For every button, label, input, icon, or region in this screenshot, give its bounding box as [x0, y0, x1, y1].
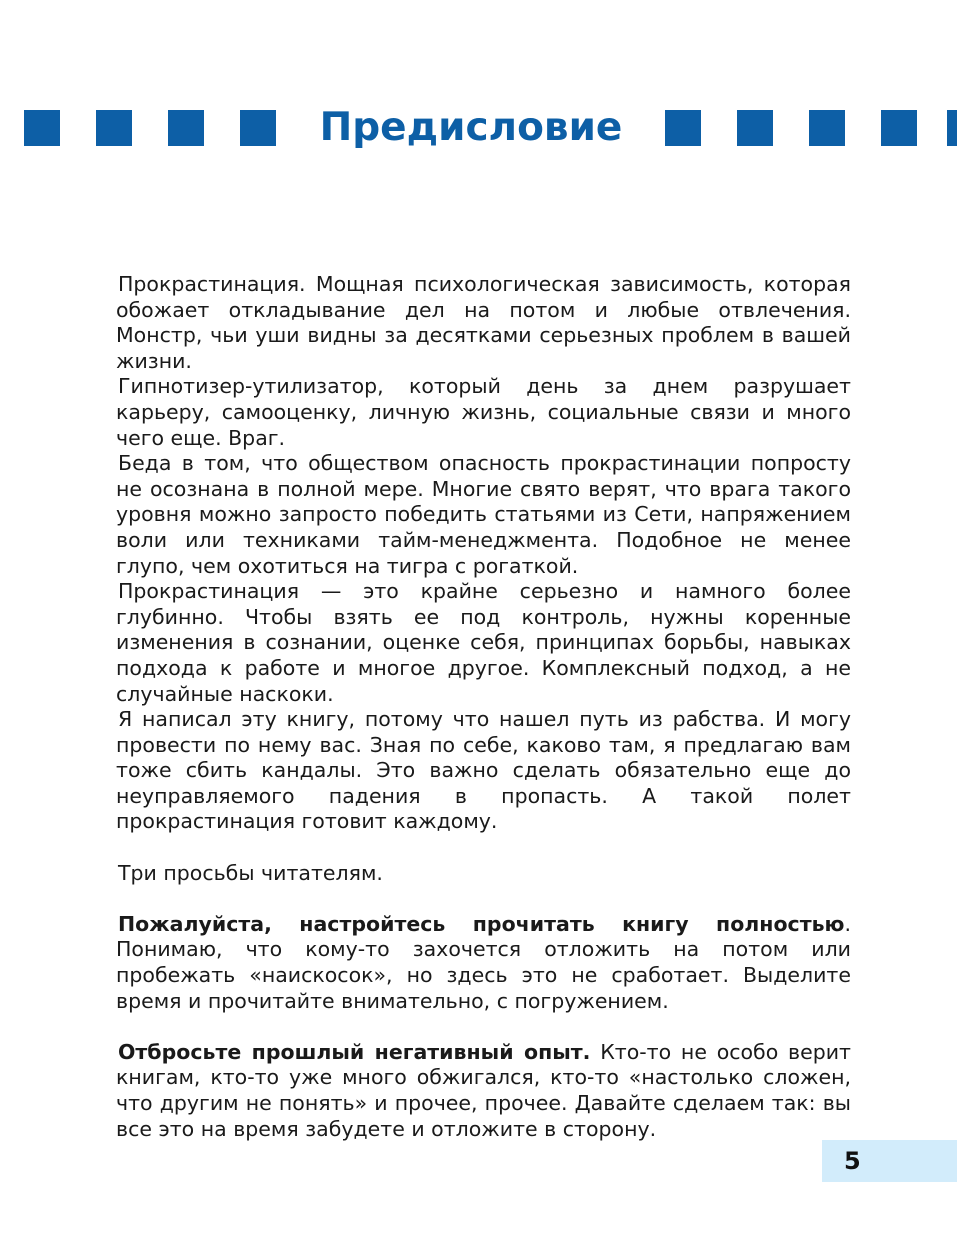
page-number-tab	[822, 1140, 957, 1182]
paragraph: Прокрастинация — это крайне серьезно и намного более глубинно. Чтобы взять ее под контроль, нужны коренные изменения в сознании, оценке себя, принципах борьбы, навыках подхода к работе и многое другое. Комплексный подход, а не случайные наскоки.	[116, 579, 851, 706]
paragraph-rest: Кто-то не особо верит книгам, кто-то уже много обжигался, кто-то «настолько сложен, что другим не понять» и прочее, прочее. Давайте сделаем так: вы все это на время забудете и отложите в сторону.	[116, 1039, 851, 1141]
paragraph: Три просьбы читателям.	[118, 860, 383, 885]
paragraph-rest: . Понимаю, что кому-то захочется отложить на потом или пробежать «наискосок», но здесь это не сработает. Выделите время и прочитайте внимательно, с погружением.	[116, 911, 851, 1013]
header-square	[809, 110, 845, 146]
chapter-title: Предисловие	[319, 105, 623, 150]
header-square	[240, 110, 276, 146]
bold-lead: Пожалуйста, настройтесь прочитать книгу полностью	[118, 911, 845, 936]
paragraph	[116, 912, 851, 1014]
header-square	[665, 110, 701, 146]
header-square	[168, 110, 204, 146]
paragraph: Прокрастинация. Мощная психологическая зависимость, которая обожает откладывание дел на потом и любые отвлечения. Монстр, чьи уши видны за десятками серьезных проблем в вашей жизни.	[116, 272, 851, 373]
header-square	[881, 110, 917, 146]
header-square	[947, 110, 957, 146]
body-text	[116, 272, 851, 1142]
paragraph	[116, 1040, 851, 1142]
header-square	[96, 110, 132, 146]
page-number: 5	[844, 1147, 861, 1175]
paragraph: Беда в том, что обществом опасность прокрастинации попросту не осознана в полной мере. Многие свято верят, что врага такого уровня можно запросто победить статьями из Сети, напряжением воли или техниками тайм-менеджмента. Подобное не менее глупо, чем охотиться на тигра с рогаткой.	[116, 451, 851, 578]
header-square	[737, 110, 773, 146]
paragraph: Я написал эту книгу, потому что нашел путь из рабства. И могу провести по нему вас. Зная по себе, каково там, я предлагаю вам тоже сбить кандалы. Это важно сделать обязательно еще до неуправляемого падения в пропасть. А такой полет прокрастинация готовит каждому.	[116, 707, 851, 834]
bold-lead: Отбросьте прошлый негативный опыт.	[118, 1039, 591, 1064]
paragraph: Гипнотизер-утилизатор, который день за днем разрушает карьеру, самооценку, личную жизнь, социальные связи и много чего еще. Враг.	[116, 374, 851, 450]
header-square	[24, 110, 60, 146]
